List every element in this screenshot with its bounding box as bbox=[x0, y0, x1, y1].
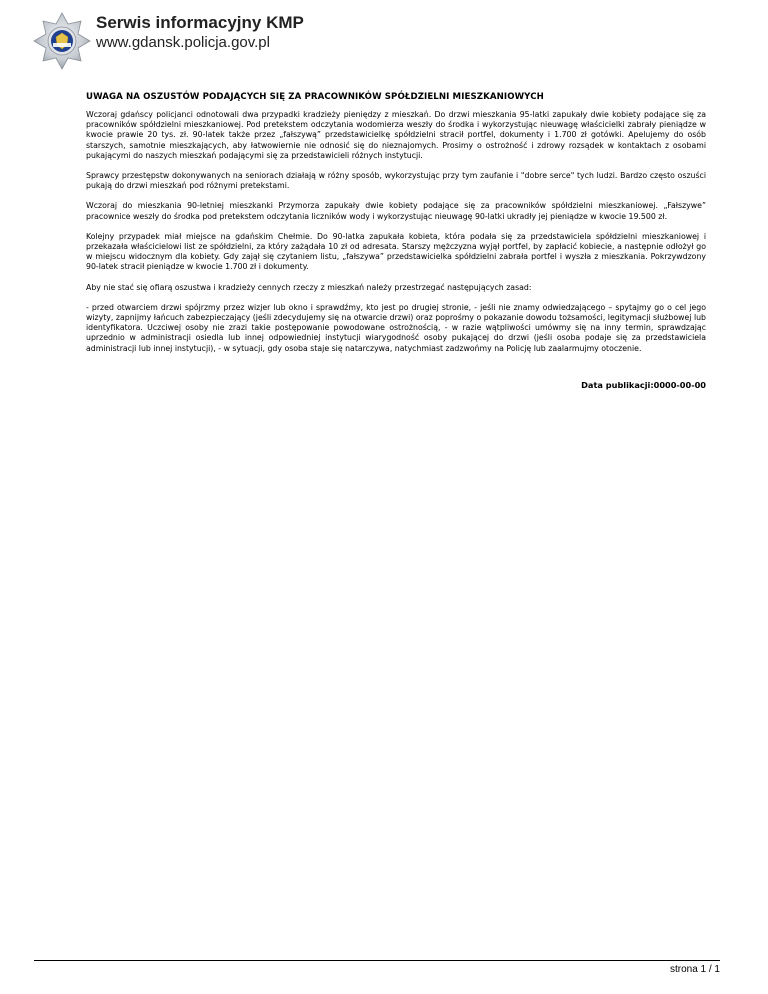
article-paragraph: Wczoraj do mieszkania 90-letniej mieszkanki Przymorza zapukały dwie kobiety podające się za pracowników spółdzielni mieszkaniowej. „Fałszywe” pracownice weszły do środka pod pretekstem odczytania liczników wody i wykorzystując nieuwagę 90-latki ukradły jej pieniądze w kwocie 19.500 zł. bbox=[86, 201, 706, 221]
article-paragraph: Aby nie stać się ofiarą oszustwa i kradzieży cennych rzeczy z mieszkań należy przestrzegać następujących zasad: bbox=[86, 282, 532, 292]
article-paragraph: Sprawcy przestępstw dokonywanych na seniorach działają w różny sposób, wykorzystując przy tym zaufanie i "dobre serce" tych ludzi. Bardzo często oszuści pukają do drzwi mieszkań pod różnymi pretekstami. bbox=[86, 171, 706, 191]
article-paragraph: Kolejny przypadek miał miejsce na gdańskim Chełmie. Do 90-latka zapukała kobieta, która podała się za przedstawiciela spółdzielni mieszkaniowej i przekazała właścicielowi list ze spółdzielni, za który zażądała 10 zł od adresata. Starszy mężczyzna wyjął portfel, by zapłacić kobiecie, a następnie odłożył go w miejscu widocznym dla kobiety. Gdy zajął się czytaniem listu, „fałszywa” przedstawicielka spółdzielni zabrała portfel i wyszła z mieszkania. Pokrzywdzony 90-latek stracił pieniądze w kwocie 1.700 zł i dokumenty. bbox=[86, 231, 706, 272]
article-title: UWAGA NA OSZUSTÓW PODAJĄCYCH SIĘ ZA PRACOWNIKÓW SPÓŁDZIELNI MIESZKANIOWYCH bbox=[86, 92, 544, 102]
article-paragraph: Wczoraj gdańscy policjanci odnotowali dwa przypadki kradzieży pieniędzy z mieszkań. Do drzwi mieszkania 95-latki zapukały dwie kobiety podające się za pracowników spółdzielni mieszkaniowej. Pod pretekstem odczytania wodomierza weszły do środka i wykorzystując nieuwagę właścicielki zabrały pieniądze w kwocie prawie 20 tys. zł. 90-latek także przez „fałszywą” przedstawicielkę spółdzielni stracił portfel, dokumenty i 1.700 zł gotówki. Apelujemy do osób starszych, samotnie mieszkających, aby łatwowiernie nie odnosić się do nieznajomych. Prosimy o ostrożność i zdrowy rozsądek w kontaktach z osobami pukającymi do naszych mieszkań podającymi się za przedstawicieli różnych instytucji. bbox=[86, 110, 706, 160]
site-title: Serwis informacyjny KMP bbox=[96, 13, 304, 32]
site-url[interactable]: www.gdansk.policja.gov.pl bbox=[96, 34, 270, 51]
article-paragraph: - przed otwarciem drzwi spójrzmy przez wizjer lub okno i sprawdźmy, kto jest po drugiej stronie, - jeśli nie znamy odwiedzającego – spytajmy go o cel jego wizyty, zapnijmy łańcuch zabezpieczający (jeśli zdecydujemy się na otwarcie drzwi) oraz poprośmy o pokazanie dowodu tożsamości, legitymacji służbowej lub identyfikatora. Uczciwej osoby nie zrazi takie postępowanie powodowane ostrożnością, - w razie wątpliwości umówmy się na inny termin, sprawdzając uprzednio w administracji osiedla lub innej odpowiedniej instytucji wiarygodność osoby pukającej do drzwi (jeśli osoba podaje się za przedstawiciela administracji lub innej instytucji), - w sytuacji, gdy osoba staje się natarczywa, natychmiast zadzwońmy na Policję lub zaalarmujmy otoczenie. bbox=[86, 302, 706, 353]
article bbox=[86, 92, 706, 391]
police-star-badge-icon bbox=[32, 11, 92, 71]
publication-date: Data publikacji:0000-00-00 bbox=[581, 379, 706, 390]
page-counter: strona 1 / 1 bbox=[669, 964, 720, 975]
footer-divider bbox=[34, 960, 720, 961]
page-header bbox=[32, 11, 736, 71]
